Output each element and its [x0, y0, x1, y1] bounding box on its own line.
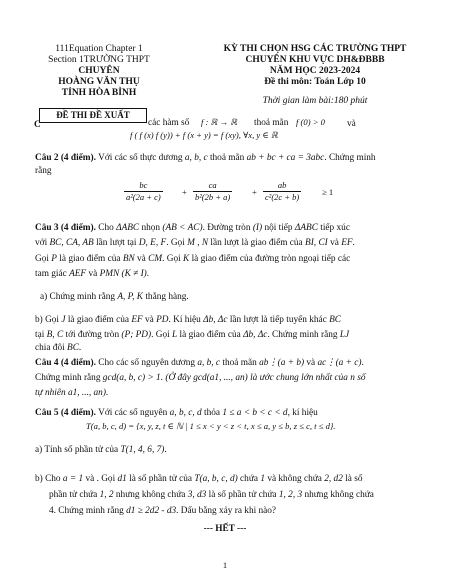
q3-l3-m4: K — [183, 254, 190, 264]
q2-text-b: thoả mãn — [209, 153, 245, 163]
q5-l1-m2: 1 ≤ a < b < c < d — [222, 408, 288, 418]
q4-l1-t1: Cho các số nguyên dương — [98, 358, 195, 368]
q3-b1-m4: Δb, Δc — [203, 315, 228, 325]
q3-b2-t3: . Gọi — [151, 330, 170, 340]
q2-text-c: . Chứng minh — [324, 153, 376, 163]
q3-l2-t1: với — [35, 238, 48, 248]
q5-b3-t1: . Chứng minh rằng — [53, 506, 124, 516]
q3-b2-m1: B, C — [46, 330, 64, 340]
q1-math-a: f : ℝ → ℝ — [201, 117, 238, 127]
q4-l1-m2: ab⋮(a + b) — [259, 358, 305, 368]
q5-b3-m0: 4 — [49, 506, 54, 516]
page-number: 1 — [222, 560, 228, 570]
q3-b2-m3: L — [172, 330, 178, 340]
q2-frac1-den: a²(2a + c) — [126, 192, 161, 202]
q3-b1-t1: b) Gọi — [35, 315, 60, 325]
q3-b3-m1: BC — [67, 343, 79, 353]
q1-math-b: f (0) > 0 — [296, 117, 325, 127]
proposed-exam-stamp: ĐỀ THI ĐỀ XUẤT — [39, 108, 147, 123]
q5-b2-t3: là số phần tử chứa — [208, 490, 277, 500]
q3-l1-t5: tiếp xúc — [320, 223, 350, 233]
q5-a-m1: T(1, 4, 6, 7) — [120, 445, 165, 455]
q3-l4-t2: và — [88, 269, 98, 279]
q2-plus-1: + — [182, 187, 187, 197]
q4-l1-t4: . — [361, 358, 364, 368]
q3-l3-t1: Gọi — [35, 254, 49, 264]
q3-l3-m1: P — [51, 254, 57, 264]
q5-part-b-line1 — [35, 473, 362, 485]
q5-label: Câu 5 (4 điểm). — [35, 408, 96, 418]
q3-l4-m2: PMN — [99, 269, 120, 279]
q5-part-a — [35, 444, 167, 456]
q3-l1-t2: nhọn — [141, 223, 161, 233]
q3-b3-t1: chia đôi — [35, 343, 65, 353]
q3-l3-t3: và — [137, 254, 146, 264]
q3-b1-t2: là giao điểm của — [67, 315, 129, 325]
q3-l1-t1: Cho — [98, 223, 114, 233]
q3-l2-m3: M , N — [187, 238, 209, 248]
q3-part-b-line2 — [35, 329, 349, 341]
q5-b1-t4: chứa — [240, 474, 258, 484]
q4-line2 — [35, 372, 366, 384]
q3-l1-t4: nội tiếp — [264, 223, 293, 233]
q5-b1-t3: là số phần tử của — [129, 474, 192, 484]
q3-a-t1: a) Chứng minh rằng — [40, 292, 116, 302]
q3-line4 — [35, 268, 149, 280]
q3-a-m1: A, P, K — [117, 292, 144, 302]
q4-l1-m3: ac⋮(a + c) — [317, 358, 362, 368]
q3-l1-m2: (AB < AC) — [162, 223, 203, 233]
q5-b1-m5: 2, d2 — [324, 474, 343, 484]
q3-l4-t1: tam giác — [35, 269, 67, 279]
q3-l4-m3: (K ≠ I) — [121, 269, 147, 279]
q3-b1-m2: EF — [131, 315, 143, 325]
q3-a-t2: thẳng hàng. — [145, 292, 189, 302]
q1-label: C — [34, 120, 41, 130]
q3-part-b-line3 — [35, 342, 81, 354]
q3-b2-m4: Δb, Δc — [243, 330, 268, 340]
q3-l2-m2: D, E, F — [138, 238, 167, 248]
q5-b3-m1: d1 ≥ 2d2 - d3 — [126, 506, 177, 516]
q3-l3-m2: BN — [122, 254, 135, 264]
q3-l3-t2: là giao điểm của — [59, 254, 121, 264]
q2-plus-2: + — [252, 187, 257, 197]
q3-line3 — [35, 253, 350, 265]
q2-frac2-num: ca — [193, 180, 232, 192]
q4-l1-m1: a, b, c — [197, 358, 221, 368]
q3-l4-m1: AEF — [69, 269, 87, 279]
q4-l2-t1: Chứng minh rằng — [35, 373, 101, 383]
q1-text-b: thoả mãn — [254, 118, 289, 128]
header-right-line3: NĂM HỌC 2023-2024 — [269, 66, 361, 76]
q2-frac3-den: c²(2c + b) — [265, 192, 300, 202]
q1-text-a: các hàm số — [148, 118, 190, 128]
q2-frac3-num: ab — [263, 180, 301, 192]
q5-b2-t2: nhưng không chứa — [115, 490, 186, 500]
q5-line1 — [35, 407, 318, 419]
q2-text-d: rằng — [35, 166, 52, 176]
q4-l2-m2: gcd(a1, ..., an) — [193, 373, 248, 383]
q5-a-t1: a) Tính số phần tử của — [35, 445, 119, 455]
q3-l2-t5: và — [330, 238, 339, 248]
q5-b1-t6: là số — [345, 474, 363, 484]
header-right-line5: Thời gian làm bài:180 phút — [262, 96, 368, 106]
q3-b2-t4: là giao điểm của — [179, 330, 241, 340]
q5-b2-t1: phần tử chứa — [49, 490, 98, 500]
q5-l1-t1: Với các số nguyên — [98, 408, 168, 418]
header-right-line2: CHUYÊN KHU VỰC DH&ĐBBB — [245, 55, 385, 65]
q3-l1-m4: ΔABC — [294, 223, 318, 233]
q2-rhs: ≥ 1 — [322, 187, 334, 197]
q5-b1-t5: và không chứa — [267, 474, 322, 484]
q3-line1 — [35, 222, 350, 234]
q3-b2-t5: . Chứng minh rằng — [267, 330, 338, 340]
q4-line3 — [35, 387, 108, 399]
q3-l4-t3: . — [146, 269, 150, 279]
q3-l2-m5: EF — [341, 238, 353, 248]
q5-l1-t3: , kí hiệu — [287, 408, 318, 418]
q5-b2-m3: 1, 2, 3 — [278, 490, 303, 500]
q3-l3-m3: CM — [148, 254, 163, 264]
q5-l1-m1: a, b, c, d — [169, 408, 202, 418]
q3-b2-m2: (P; PD) — [121, 330, 152, 340]
header-left-line2: Section 1TRƯỜNG THPT — [48, 55, 150, 65]
q4-line1 — [35, 357, 364, 369]
q3-line2 — [35, 237, 355, 249]
end-marker: --- HẾT --- — [203, 524, 247, 534]
q5-b1-t2: và . Gọi — [85, 474, 116, 484]
q2-fraction-2 — [193, 180, 232, 203]
q3-b1-m5: BC — [329, 315, 341, 325]
q2-line1 — [35, 152, 376, 164]
q4-l2-t4: số — [357, 373, 366, 383]
q5-part-b-line3 — [49, 505, 276, 517]
q4-l2-m1: gcd(a, b, c) > 1 — [102, 373, 161, 383]
header-left-line4: HOÀNG VĂN THỤ — [58, 77, 140, 87]
q4-label: Câu 4 (4 điểm). — [35, 358, 96, 368]
q1-equation: f ( f (x) f (y)) + f (x + y) = f (xy), ∀x, y ∈ ℝ — [130, 130, 278, 140]
q5-l1-t2: thỏa — [204, 408, 221, 418]
header-left-line3: CHUYÊN — [78, 66, 120, 76]
q4-l3-t2: ). — [102, 388, 109, 398]
q4-l1-t3: và — [306, 358, 316, 368]
header-left-line5: TỈNH HÒA BÌNH — [61, 88, 137, 98]
q3-l2-m1: BC, CA, AB — [49, 238, 94, 248]
q3-b2-t2: tới đường tròn — [65, 330, 120, 340]
q3-label: Câu 3 (4 điểm). — [35, 223, 96, 233]
q2-frac2-den: b²(2b + a) — [195, 192, 231, 202]
q2-frac1-num: bc — [124, 180, 163, 192]
q4-l1-t2: thoả mãn — [222, 358, 257, 368]
q5-a-t2: . — [164, 445, 167, 455]
q3-l3-t5: là giao điểm của đường tròn ngoại tiếp các — [191, 254, 351, 264]
q3-l2-t2: lần lượt tại — [96, 238, 137, 248]
q5-b3-t2: . Dấu bằng xảy ra khi nào? — [176, 506, 277, 516]
q1-text-c: và — [347, 119, 356, 129]
header-right-line1: KỲ THI CHỌN HSG CÁC TRƯỜNG THPT — [223, 44, 407, 54]
q3-part-b-line1 — [35, 314, 341, 326]
q3-l2-t6: . — [352, 238, 355, 248]
q2-label: Câu 2 (4 điểm). — [35, 153, 96, 163]
q2-math-a: a, b, c — [184, 153, 208, 163]
q3-l2-t3: . Gọi — [166, 238, 185, 248]
header-right-line4: Đề thi môn: Toán Lớp 10 — [264, 77, 366, 87]
q4-l2-t3: là ước chung lớn nhất của — [250, 373, 348, 383]
q5-part-b-line2 — [49, 489, 374, 501]
q3-b1-t4: . Kí hiệu — [168, 315, 201, 325]
q4-l3-m1: a1, ..., an — [67, 388, 103, 398]
q3-b2-t1: tại — [35, 330, 45, 340]
q5-b1-t1: b) Cho — [35, 474, 61, 484]
q5-b2-m1: 1, 2 — [99, 490, 114, 500]
q3-l2-t4: lần lượt là giao điểm của — [210, 238, 303, 248]
q4-l2-m3: n — [350, 373, 355, 383]
q5-b2-m2: 3, d3 — [187, 490, 207, 500]
q3-l1-m1: ΔABC — [116, 223, 140, 233]
q3-l1-m3: (I) — [252, 223, 263, 233]
q3-b1-t3: và — [145, 315, 154, 325]
q4-l3-t1: tự nhiên — [35, 388, 66, 398]
q2-text-a: Với các số thực dương — [98, 153, 183, 163]
q5-b1-m4: 1 — [260, 474, 265, 484]
q3-b3-t2: . — [78, 343, 82, 353]
q5-b1-m3: T(a, b, c, d) — [194, 474, 238, 484]
q3-b1-t5: lần lượt là tiếp tuyến khác — [229, 315, 327, 325]
q2-math-b: ab + bc + ca = 3abc — [246, 153, 325, 163]
q5-b1-m1: a = 1 — [62, 474, 84, 484]
q2-fraction-3 — [263, 180, 301, 203]
q3-b1-m3: PD — [156, 315, 169, 325]
q3-b1-m1: J — [61, 315, 66, 325]
q3-part-a — [40, 291, 189, 303]
header-left-line1: 111Equation Chapter 1 — [55, 44, 143, 54]
q2-fraction-1 — [124, 180, 163, 203]
q3-l1-t3: . Đường tròn — [202, 223, 251, 233]
q5-b2-t4: nhưng không chứa — [304, 490, 374, 500]
q3-b2-m5: LJ — [339, 330, 350, 340]
q5-set-definition: T(a, b, c, d) = {x, y, z, t ∈ ℕ | 1 ≤ x < y < z < t, x ≤ a, y ≤ b, z ≤ c, t ≤ d}. — [86, 421, 336, 431]
q4-l2-t2: . (Ở đây — [160, 373, 191, 383]
q3-l2-m4: BI, CI — [305, 238, 328, 248]
q5-b1-m2: d1 — [117, 474, 127, 484]
q3-l3-t4: . Gọi — [162, 254, 181, 264]
